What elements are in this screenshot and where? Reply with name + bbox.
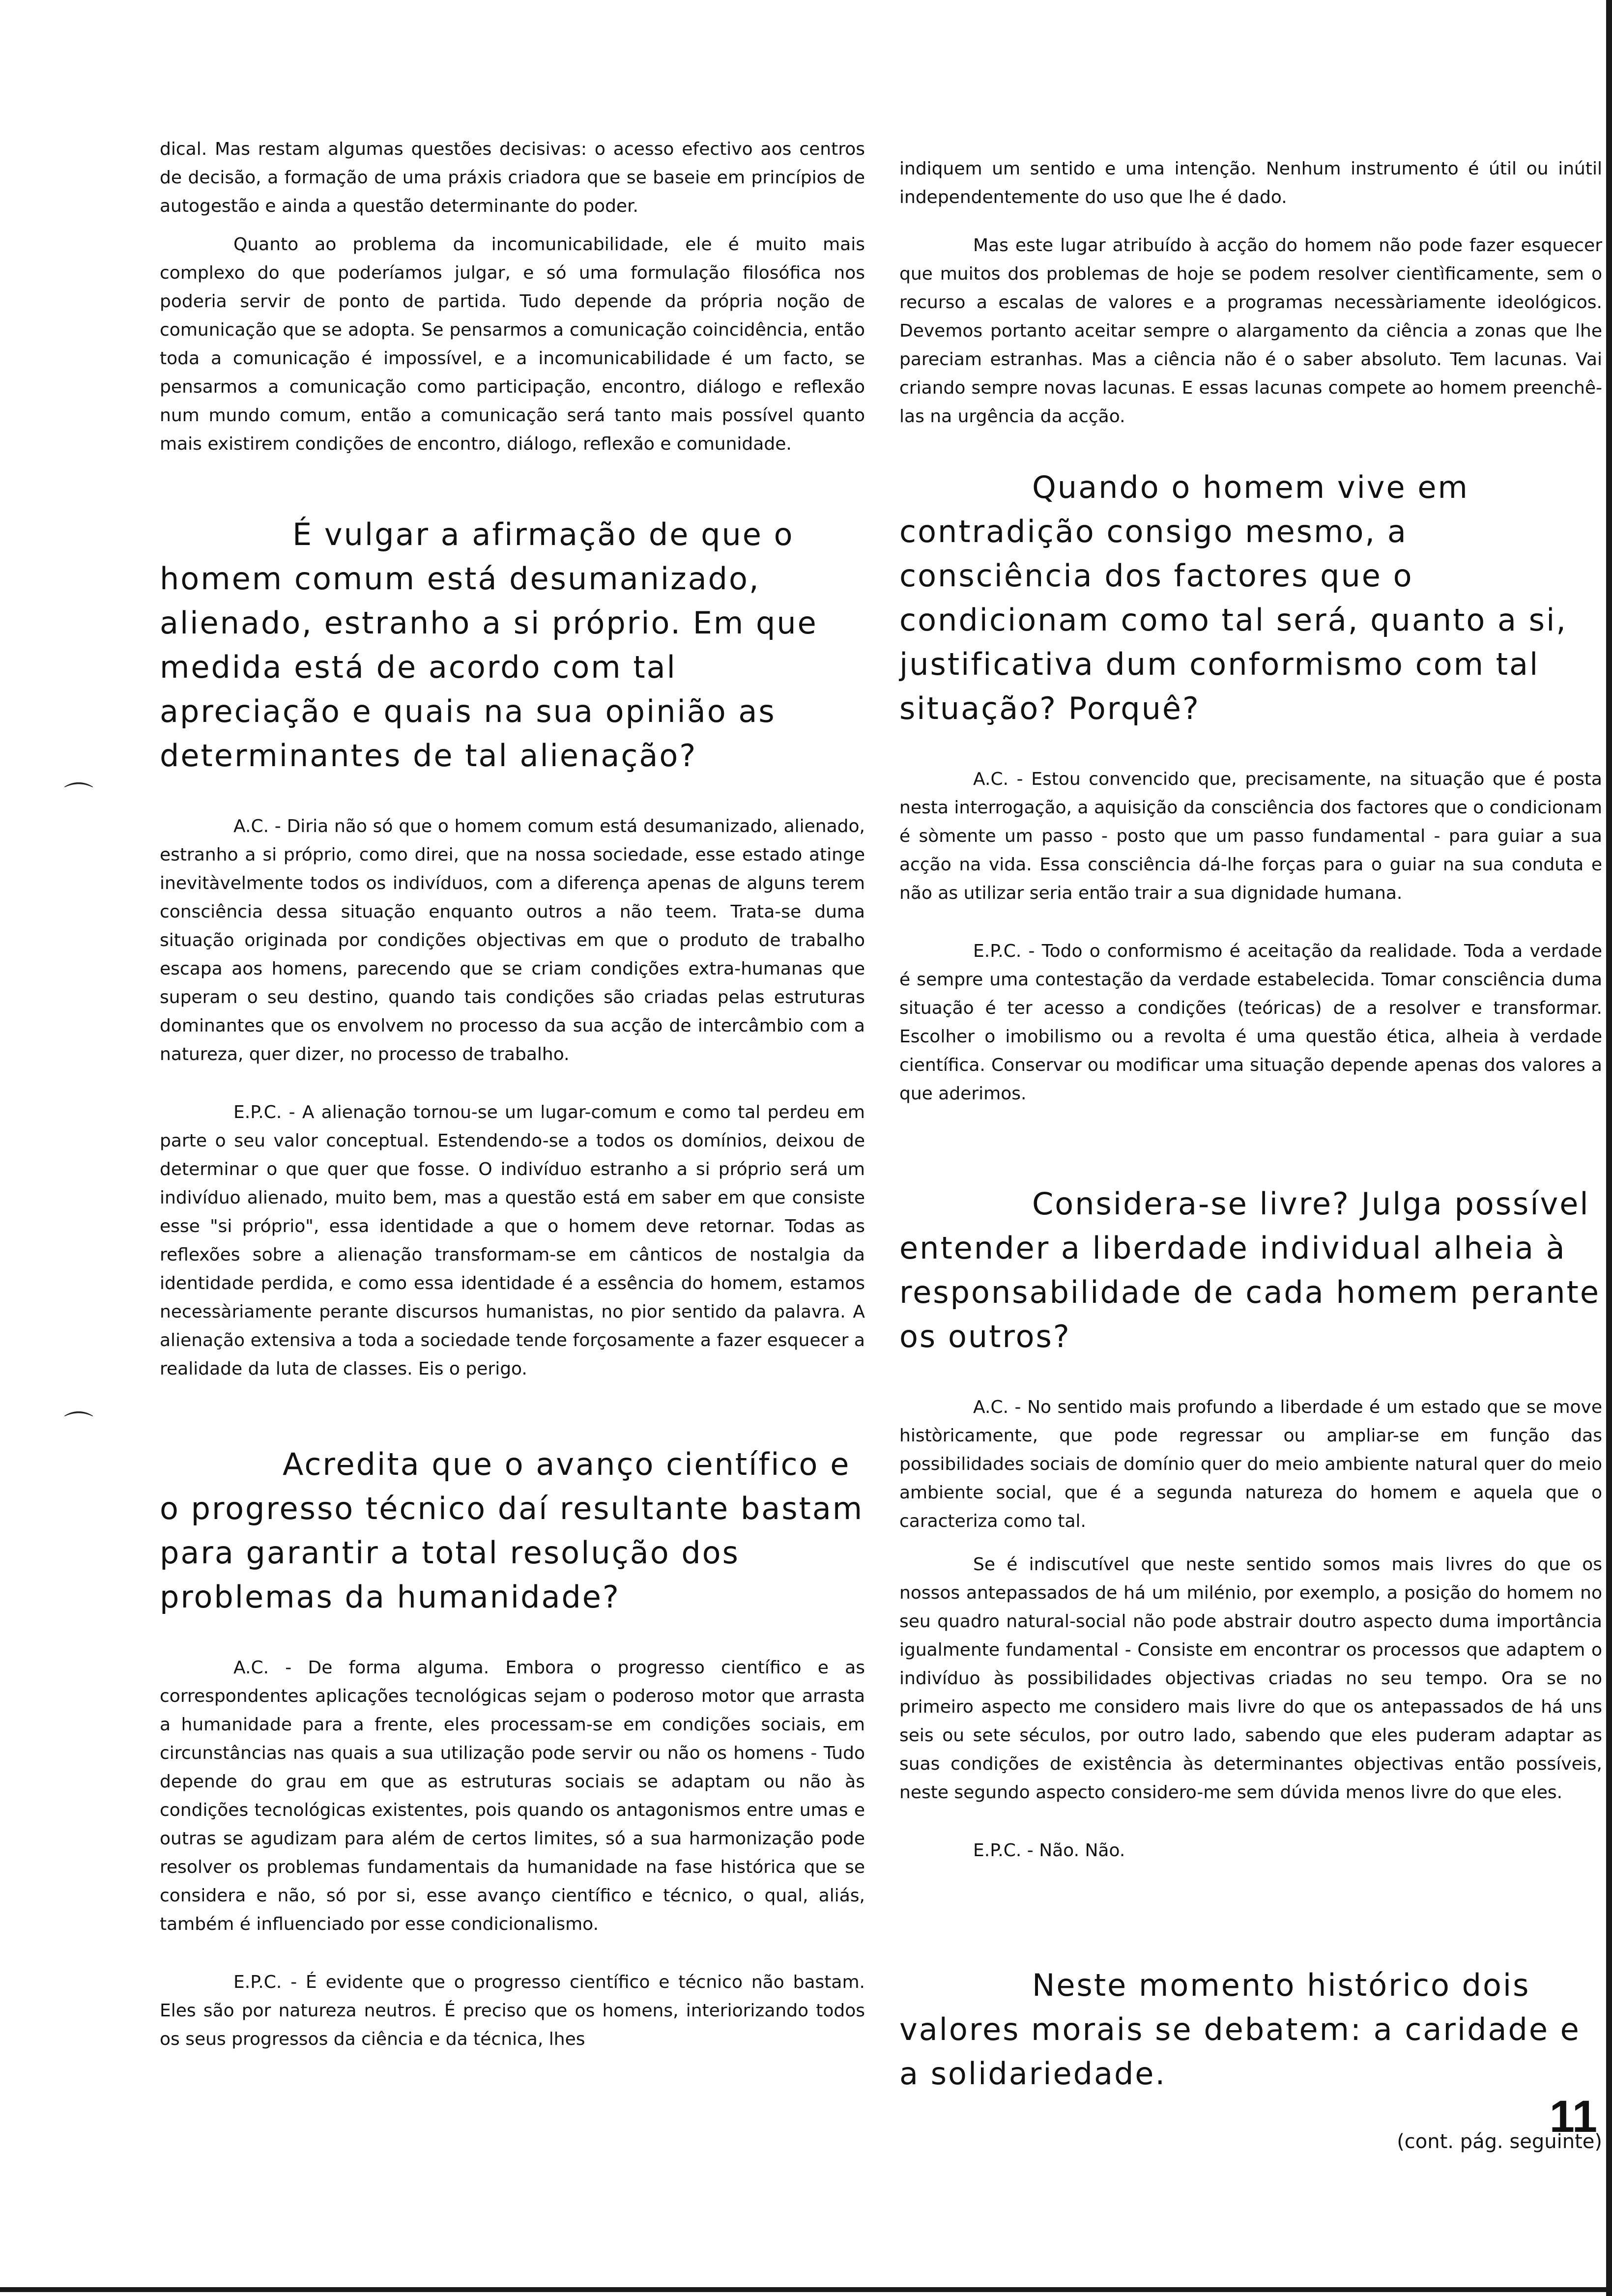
continuation-note: (cont. pág. seguinte) — [1397, 2130, 1602, 2153]
question-heading: É vulgar a afirmação de que o homem comum está desumanizado, alienado, estranho a si próprio. Em que medida está de acordo com tal apreciação e quais na sua opinião as determinantes de tal alienação? — [160, 517, 818, 774]
paragraph: Quanto ao problema da incomunicabilidade, ele é muito mais complexo do que poderíamos julgar, e só uma formulação filosófica nos poderia servir de ponto de partida. Tudo depende da própria noção de comunicação que se adopta. Se pensarmos a comunicação coincidência, então toda a comunicação é impossível, e a incomunicabilidade é um facto, se pensarmos a comunicação como participação, encontro, diálogo e reflexão num mundo comum, então a comunicação será tanto mais possível quanto mais existirem condições de encontro, diálogo, reflexão e comunidade. — [160, 234, 865, 454]
question-heading: Considera-se livre? Julga possível entender a liberdade individual alheia à responsabilidade de cada homem perante os outros? — [899, 1186, 1600, 1354]
answer-ac: Se é indiscutível que neste sentido somos mais livres do que os nossos antepassados de há um milénio, por exemplo, a posição do homem no seu quadro natural-social não pode abstrair doutro aspecto duma importância igualmente fundamental - Consiste em encontrar os processos que adaptem o indivíduo às possibilidades objectivas criadas no seu tempo. Ora se no primeiro aspecto me considero mais livre do que os antepassados de há uns seis ou sete séculos, por outro lado, sabendo que eles puderam adaptar as suas condições de existência às determinantes objectivas então possíveis, neste segundo aspecto considero-me sem dúvida menos livre do que eles. — [899, 1554, 1602, 1803]
answer-epc: E.P.C. - É evidente que o progresso científico e técnico não bastam. Eles são por natureza neutros. É preciso que os homens, interiorizando todos os seus progressos da ciência e da técnica, lhes — [160, 1972, 865, 2049]
answer-ac: A.C. - De forma alguma. Embora o progresso científico e as correspondentes aplicações tecnológicas sejam o poderoso motor que arrasta a humanidade para a frente, eles processam-se em condições sociais, em circunstâncias nas quais a sua utilização pode servir ou não os homens - Tudo depende do grau em que as estruturas sociais se adaptam ou não às condições tecnológicas existentes, pois quando os antagonismos entre umas e outras se agudizam para além de certos limites, só a sua harmonização pode resolver os problemas fundamentais da humanidade na fase histórica que se considera e não, só por si, esse avanço científico e técnico, o qual, aliás, também é influenciado por esse condicionalismo. — [160, 1658, 865, 1934]
left-column — [160, 135, 865, 2054]
question-heading: Quando o homem vive em contradição consigo mesmo, a consciência dos factores que o condicionam como tal será, quanto a si, justificativa dum conformismo com tal situação? Porquê? — [899, 469, 1567, 726]
answer-epc: E.P.C. - A alienação tornou-se um lugar-comum e como tal perdeu em parte o seu valor conceptual. Estendendo-se a todos os domínios, deixou de determinar o que quer que fosse. O indivíduo estranho a si próprio será um indivíduo alienado, muito bem, mas a questão está em saber em que consiste esse "si próprio", essa identidade a que o homem deve retornar. Todas as reflexões sobre a alienação transformam-se em cânticos de nostalgia da identidade perdida, e como essa identidade é a essência do homem, estamos necessàriamente perante discursos humanistas, no pior sentido da palavra. A alienação extensiva a toda a sociedade tende forçosamente a fazer esquecer a realidade da luta de classes. Eis o perigo. — [160, 1102, 865, 1379]
paragraph: dical. Mas restam algumas questões decisivas: o acesso efectivo aos centros de decisão, a formação de uma práxis criadora que se baseie em princípios de autogestão e ainda a questão determinante do poder. — [160, 139, 865, 216]
answer-ac: A.C. - Estou convencido que, precisamente, na situação que é posta nesta interrogação, a aquisição da consciência dos factores que o condicionam é sòmente um passo - posto que um passo fundamental - para guiar a sua acção na vida. Essa consciência dá-lhe forças para o guiar na sua conduta e não as utilizar seria então trair a sua dignidade humana. — [899, 769, 1602, 903]
answer-ac: A.C. - Diria não só que o homem comum está desumanizado, alienado, estranho a si próprio, como direi, que na nossa sociedade, esse estado atinge inevitàvelmente todos os indivíduos, com a diferença apenas de alguns terem consciência dessa situação enquanto outros a não teem. Trata-se duma situação originada por condições objectivas em que o produto de trabalho escapa aos homens, parecendo que se criam condições extra-humanas que superam o seu destino, quando tais condições são criadas pelas estruturas dominantes que os envolvem no processo da sua acção de intercâmbio com a natureza, quer dizer, no processo de trabalho. — [160, 816, 865, 1064]
margin-mark-icon: ⌒ — [64, 780, 93, 815]
page-number: 11 — [1549, 2092, 1597, 2142]
answer-ac: A.C. - No sentido mais profundo a liberdade é um estado que se move històricamente, que pode regressar ou ampliar-se em função das possibilidades sociais de domínio quer do meio ambiente natural quer do meio ambiente social, que é a segunda natureza do homem e aquela que o caracteriza como tal. — [899, 1397, 1602, 1531]
question-heading: Neste momento histórico dois valores morais se debatem: a caridade e a solidariedade. — [899, 1967, 1581, 2092]
paragraph: Mas este lugar atribuído à acção do homem não pode fazer esquecer que muitos dos problemas de hoje se podem resolver cientìficamente, sem o recurso a escalas de valores e a programas necessàriamente ideológicos. Devemos portanto aceitar sempre o alargamento da ciência a zonas que lhe pareciam estranhas. Mas a ciência não é o saber absoluto. Tem lacunas. Vai criando sempre novas lacunas. E essas lacunas compete ao homem preenchê-las na urgência da acção. — [899, 235, 1602, 427]
page-edge-bottom — [0, 2287, 1612, 2292]
right-column — [899, 155, 1602, 2153]
answer-epc: E.P.C. - Não. Não. — [973, 1840, 1125, 1861]
page-edge-right — [1606, 0, 1612, 2296]
paragraph: indiquem um sentido e uma intenção. Nenhum instrumento é útil ou inútil independentemente do uso que lhe é dado. — [899, 159, 1602, 207]
margin-mark-icon: ⌒ — [64, 1409, 93, 1444]
answer-epc: E.P.C. - Todo o conformismo é aceitação da realidade. Toda a verdade é sempre uma contestação da verdade estabelecida. Tomar consciência duma situação é ter acesso a condições (teóricas) de a resolver e transformar. Escolher o imobilismo ou a revolta é uma questão ética, alheia à verdade científica. Conservar ou modificar uma situação depende apenas dos valores a que aderimos. — [899, 941, 1602, 1104]
question-heading: Acredita que o avanço científico e o progresso técnico daí resultante bastam para garantir a total resolução dos problemas da humanidade? — [160, 1446, 864, 1615]
